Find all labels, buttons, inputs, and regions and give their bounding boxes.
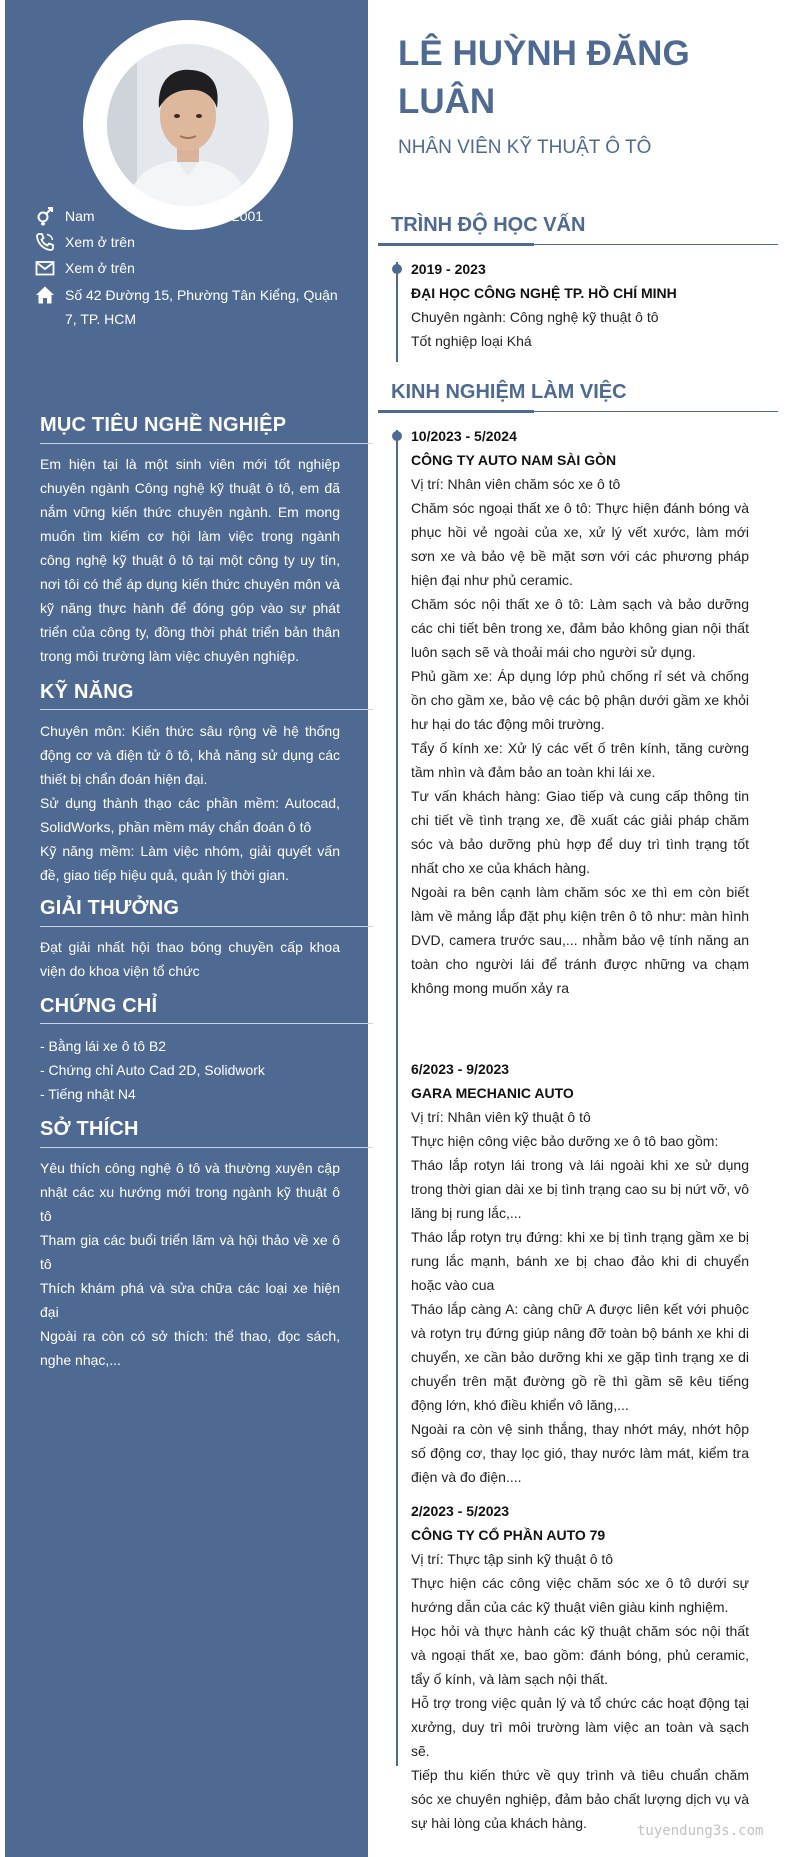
job-line: Hỗ trợ trong việc quản lý và tổ chức các hoạt động tại xưởng, duy trì môi trường làm việc an toàn và sạch sẽ. bbox=[411, 1695, 749, 1759]
job-line: Tẩy ố kính xe: Xử lý các vết ố trên kính, tăng cường tầm nhìn và đảm bảo an toàn khi lái xe. bbox=[411, 740, 749, 780]
phone-row bbox=[35, 230, 345, 254]
company-name: CÔNG TY CỔ PHẦN AUTO 79 bbox=[411, 1527, 606, 1543]
job-entry bbox=[411, 424, 749, 1000]
address-row bbox=[35, 283, 345, 331]
awards-heading: GIẢI THƯỞNG bbox=[40, 897, 180, 919]
divider bbox=[40, 1023, 373, 1024]
skills-heading: KỸ NĂNG bbox=[40, 681, 134, 703]
skill-line: Kỹ năng mềm: Làm việc nhóm, giải quyết vấn đề, giao tiếp hiệu quả, quản lý thời gian. bbox=[40, 843, 340, 883]
birthday-row bbox=[163, 204, 313, 228]
certificate-line: - Tiếng nhật N4 bbox=[40, 1086, 136, 1102]
company-name: CÔNG TY AUTO NAM SÀI GÒN bbox=[411, 452, 617, 468]
phone-value: Xem ở trên bbox=[65, 234, 135, 250]
gender-icon bbox=[35, 204, 65, 228]
job-line: Tiếp thu kiến thức về quy trình và tiêu chuẩn chăm sóc xe chuyên nghiệp, đảm bảo chất lượng dịch vụ và sự hài lòng của khách hàng. bbox=[411, 1767, 749, 1831]
rule-accent bbox=[378, 410, 534, 413]
skill-line: Sử dụng thành thạo các phần mềm: Autocad, SolidWorks, phần mềm máy chẩn đoán ô tô bbox=[40, 795, 340, 835]
gender-row bbox=[35, 204, 155, 228]
section-rule bbox=[378, 244, 778, 245]
experience-heading: KINH NGHIỆM LÀM VIỆC bbox=[391, 381, 627, 403]
rule-accent bbox=[378, 243, 534, 246]
job-entry bbox=[411, 1499, 749, 1835]
divider bbox=[40, 1147, 373, 1148]
job-title: NHÂN VIÊN KỸ THUẬT Ô TÔ bbox=[398, 137, 652, 158]
objective-text bbox=[40, 452, 340, 668]
profile-photo bbox=[107, 44, 269, 206]
section-rule bbox=[378, 411, 778, 412]
candidate-name: LÊ HUỲNH ĐĂNG LUÂN bbox=[398, 34, 690, 121]
hobby-line: Yêu thích công nghệ ô tô và thường xuyên cập nhật các xu hướng mới trong ngành kỹ thuật ô tô bbox=[40, 1160, 340, 1224]
job-entry bbox=[411, 1057, 749, 1489]
job-line: Vị trí: Nhân viên chăm sóc xe ô tô bbox=[411, 476, 621, 492]
certificate-line: - Bằng lái xe ô tô B2 bbox=[40, 1038, 167, 1054]
skill-line: Chuyên môn: Kiến thức sâu rộng về hệ thống động cơ và điện tử ô tô, khả năng sử dụng các thiết bị chẩn đoán hiện đại. bbox=[40, 723, 340, 787]
company-name: GARA MECHANIC AUTO bbox=[411, 1085, 574, 1101]
job-period: 10/2023 - 5/2024 bbox=[411, 428, 517, 444]
job-line: Học hỏi và thực hành các kỹ thuật chăm sóc nội thất và ngoại thất xe, bao gồm: đánh bóng, phủ ceramic, tẩy ố kính, và làm sạch nội thất. bbox=[411, 1623, 749, 1687]
job-line: Chăm sóc nội thất xe ô tô: Làm sạch và bảo dưỡng các chi tiết bên trong xe, đảm bảo không gian nội thất luôn sạch sẽ và thoải mái cho người sử dụng. bbox=[411, 596, 749, 660]
school-name: ĐẠI HỌC CÔNG NGHỆ TP. HỒ CHÍ MINH bbox=[411, 285, 677, 301]
skills-list bbox=[40, 719, 340, 887]
certificates-list bbox=[40, 1034, 340, 1106]
job-line: Ngoài ra còn vệ sinh thắng, thay nhớt máy, nhớt hộp số động cơ, thay lọc gió, thay nước làm mát, kiểm tra điện và đo điện.... bbox=[411, 1421, 749, 1485]
job-line: Tháo lắp càng A: càng chữ A được liên kết với phuộc và rotyn trụ đứng giúp nâng đỡ toàn bộ bánh xe khi di chuyển, xe cần bảo dưỡng khi xe gặp tình trạng xe di chuyển trên mặt đường gồ rề thì gầm sẽ kêu tiếng động lớn, khó điều khiển vô lăng,... bbox=[411, 1301, 749, 1413]
email-icon bbox=[35, 256, 65, 280]
job-line: Phủ gầm xe: Áp dụng lớp phủ chống rỉ sét và chống ồn cho gầm xe, bảo vệ các bộ phận dưới gầm xe khỏi hư hại do tác động môi trường. bbox=[411, 668, 749, 732]
objective-heading: MỤC TIÊU NGHỀ NGHIỆP bbox=[40, 414, 287, 436]
job-line: Tháo lắp rotyn lái trong và lái ngoài khi xe sử dụng trong thời gian dài xe bị tình trạng cao su bị nứt vỡ, vô lăng bị rung lắc,... bbox=[411, 1157, 749, 1221]
address-value: Số 42 Đường 15, Phường Tân Kiểng, Quận 7, TP. HCM bbox=[65, 287, 338, 327]
timeline-line bbox=[396, 430, 398, 1766]
watermark: tuyendung3s.com bbox=[637, 1823, 764, 1839]
timeline-dot bbox=[392, 431, 402, 441]
objective-paragraph: Em hiện tại là một sinh viên mới tốt nghiệp chuyên ngành Công nghệ kỹ thuật ô tô, em đã nắm vững kiến thức chuyên ngành. Em mong muốn tìm kiếm cơ hội làm việc trong ngành công nghệ kỹ thuật ô tô tại một công ty uy tín, nơi tôi có thể áp dụng kiến thức chuyên môn và kỹ năng thực hành để đóng góp vào sự phát triển của công ty, đồng thời phát triển bản thân trong môi trường làm việc chuyên nghiệp. bbox=[40, 456, 340, 664]
gender-value: Nam bbox=[65, 208, 95, 224]
education-heading: TRÌNH ĐỘ HỌC VẤN bbox=[391, 214, 586, 236]
job-period: 2/2023 - 5/2023 bbox=[411, 1503, 510, 1519]
job-line: Tháo lắp rotyn trụ đứng: khi xe bị tình trạng gầm xe bị rung lắc mạnh, bánh xe bị chao đảo khi di chuyển hoặc vào cua bbox=[411, 1229, 749, 1293]
job-line: Ngoài ra bên cạnh làm chăm sóc xe thì em còn biết làm về mảng lắp đặt phụ kiện trên ô tô như: màn hình DVD, camera trước sau,... nhằm bảo vệ tính năng an toàn cho người lái để tránh được những va chạm không mong muốn xảy ra bbox=[411, 884, 749, 996]
award-line: Đạt giải nhất hội thao bóng chuyền cấp khoa viện do khoa viện tổ chức bbox=[40, 939, 340, 979]
calendar-icon bbox=[163, 204, 193, 228]
awards-text bbox=[40, 935, 340, 983]
divider bbox=[40, 709, 373, 710]
timeline-line bbox=[396, 262, 398, 362]
sidebar bbox=[5, 0, 368, 1857]
job-line: Thực hiện các công việc chăm sóc xe ô tô dưới sự hướng dẫn của các kỹ thuật viên giàu kinh nghiệm. bbox=[411, 1575, 749, 1615]
divider bbox=[40, 926, 373, 927]
job-line: Tư vấn khách hàng: Giao tiếp và cung cấp thông tin chi tiết về tình trạng xe, đề xuất các giải pháp chăm sóc và bảo dưỡng phù hợp để duy trì tình trạng tốt nhất cho xe của khách hàng. bbox=[411, 788, 749, 876]
email-value: Xem ở trên bbox=[65, 260, 135, 276]
avatar-frame bbox=[83, 20, 293, 230]
education-entry bbox=[411, 257, 749, 353]
certificate-line: - Chứng chỉ Auto Cad 2D, Solidwork bbox=[40, 1062, 265, 1078]
hobby-line: Thích khám phá và sửa chữa các loại xe hiện đại bbox=[40, 1280, 340, 1320]
avatar bbox=[107, 44, 269, 206]
hobby-line: Tham gia các buổi triển lãm và hội thảo về xe ô tô bbox=[40, 1232, 340, 1272]
education-grade: Tốt nghiệp loại Khá bbox=[411, 333, 532, 349]
home-icon bbox=[35, 283, 65, 307]
hobby-line: Ngoài ra còn có sở thích: thể thao, đọc sách, nghe nhạc,... bbox=[40, 1328, 340, 1368]
job-line: Vị trí: Nhân viên kỹ thuật ô tô bbox=[411, 1109, 591, 1125]
timeline-dot bbox=[392, 264, 402, 274]
hobbies-heading: SỞ THÍCH bbox=[40, 1118, 139, 1140]
job-period: 6/2023 - 9/2023 bbox=[411, 1061, 510, 1077]
job-line: Chăm sóc ngoại thất xe ô tô: Thực hiện đánh bóng và phục hồi vẻ ngoài của xe, xử lý vết xước, làm mới sơn xe và bảo vệ bề mặt sơn với các phương pháp hiện đại như phủ ceramic. bbox=[411, 500, 749, 588]
divider bbox=[40, 443, 373, 444]
job-line: Vị trí: Thực tập sinh kỹ thuật ô tô bbox=[411, 1551, 614, 1567]
certificates-heading: CHỨNG CHỈ bbox=[40, 995, 158, 1017]
education-period: 2019 - 2023 bbox=[411, 261, 486, 277]
job-line: Thực hiện công việc bảo dưỡng xe ô tô bao gồm: bbox=[411, 1133, 719, 1149]
phone-icon bbox=[35, 230, 65, 254]
email-row bbox=[35, 256, 345, 280]
hobbies-list bbox=[40, 1156, 340, 1372]
education-major: Chuyên ngành: Công nghệ kỹ thuật ô tô bbox=[411, 309, 659, 325]
birthday-value: 25/05/2001 bbox=[193, 208, 264, 224]
